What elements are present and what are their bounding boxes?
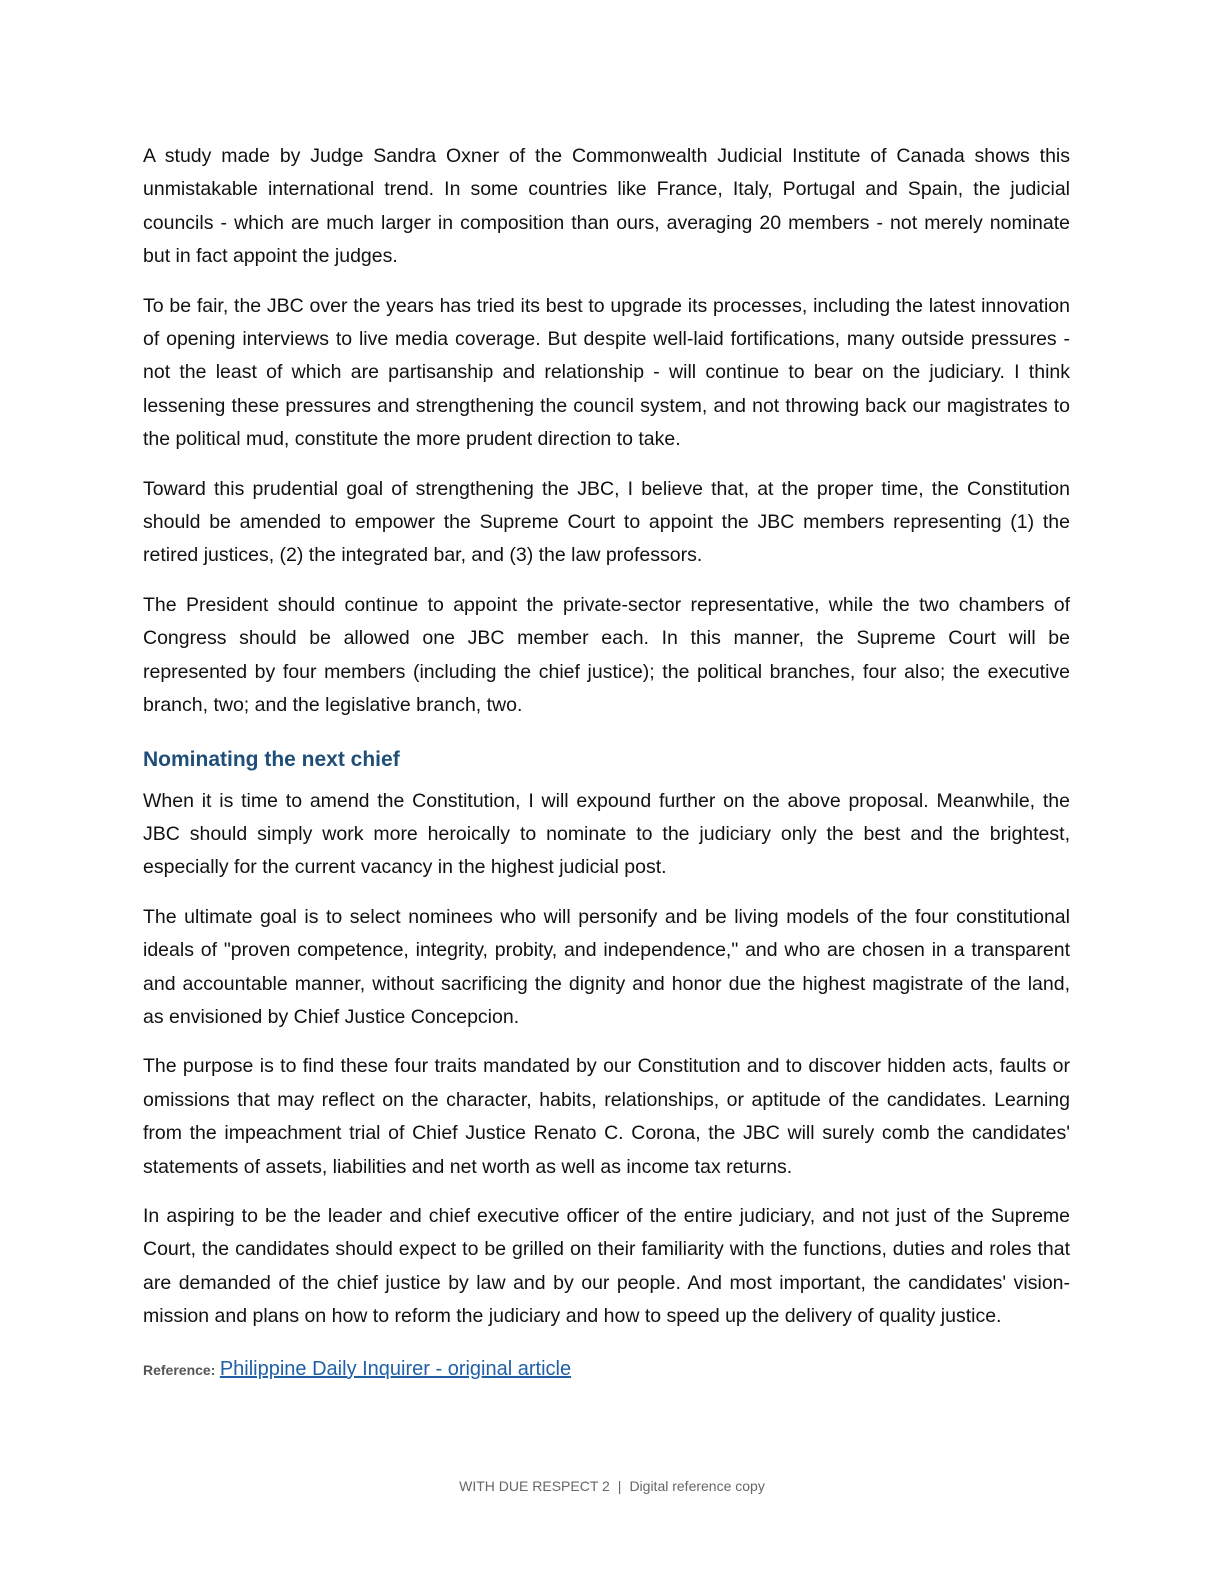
body-paragraph: Toward this prudential goal of strengthening the JBC, I believe that, at the proper time, the Constitution should be amended to empower the Supreme Court to appoint the JBC members representing (1) the retired justices, (2) the integrated bar, and (3) the law professors. [143, 477, 1070, 567]
body-paragraph: To be fair, the JBC over the years has tried its best to upgrade its processes, including the latest innovation of opening interviews to live media coverage. But despite well-laid fortifications, many outside pressures - not the least of which are partisanship and relationship - will continue to bear on the judiciary. I think lessening these pressures and strengthening the council system, and not throwing back our magistrates to the political mud, constitute the more prudent direction to take. [143, 294, 1070, 451]
body-paragraph: The purpose is to find these four traits mandated by our Constitution and to discover hidden acts, faults or omissions that may reflect on the character, habits, relationships, or aptitude of the candidates. Learning from the impeachment trial of Chief Justice Renato C. Corona, the JBC will surely comb the candidates' statements of assets, liabilities and net worth as well as income tax returns. [143, 1055, 1070, 1178]
body-paragraph: A study made by Judge Sandra Oxner of the Commonwealth Judicial Institute of Canada shows this unmistakable international trend. In some countries like France, Italy, Portugal and Spain, the judicial councils - which are much larger in composition than ours, averaging 20 members - not merely nominate but in fact appoint the judges. [143, 145, 1070, 268]
document-page [143, 140, 1070, 1386]
body-paragraph: The President should continue to appoint the private-sector representative, while the two chambers of Congress should be allowed one JBC member each. In this manner, the Supreme Court will be represented by four members (including the chief justice); the political branches, four also; the executive branch, two; and the legislative branch, two. [143, 593, 1070, 717]
footer-title: WITH DUE RESPECT 2 [459, 1478, 610, 1494]
reference-label: Reference: [143, 1361, 216, 1378]
footer-separator: | [617, 1478, 622, 1494]
body-paragraph: The ultimate goal is to select nominees who will personify and be living models of the four constitutional ideals of "proven competence, integrity, probity, and independence," and who are chosen in a transparent and accountable manner, without sacrificing the dignity and honor due the highest magistrate of the land, as envisioned by Chief Justice Concepcion. [143, 905, 1070, 1028]
section-heading: Nominating the next chief [143, 747, 400, 771]
footer-note: Digital reference copy [629, 1478, 765, 1494]
reference-link[interactable]: Philippine Daily Inquirer - original article [219, 1357, 572, 1380]
page-footer [0, 1478, 1224, 1494]
body-paragraph: When it is time to amend the Constitution, I will expound further on the above proposal. Meanwhile, the JBC should simply work more heroically to nominate to the judiciary only the best and the brightest, especially for the current vacancy in the highest judicial post. [143, 789, 1070, 879]
reference-line [143, 1354, 1070, 1386]
body-paragraph: In aspiring to be the leader and chief executive officer of the entire judiciary, and not just of the Supreme Court, the candidates should expect to be grilled on their familiarity with the functions, duties and roles that are demanded of the chief justice by law and by our people. And most important, the candidates' vision-mission and plans on how to reform the judiciary and how to speed up the delivery of quality justice. [143, 1204, 1070, 1328]
